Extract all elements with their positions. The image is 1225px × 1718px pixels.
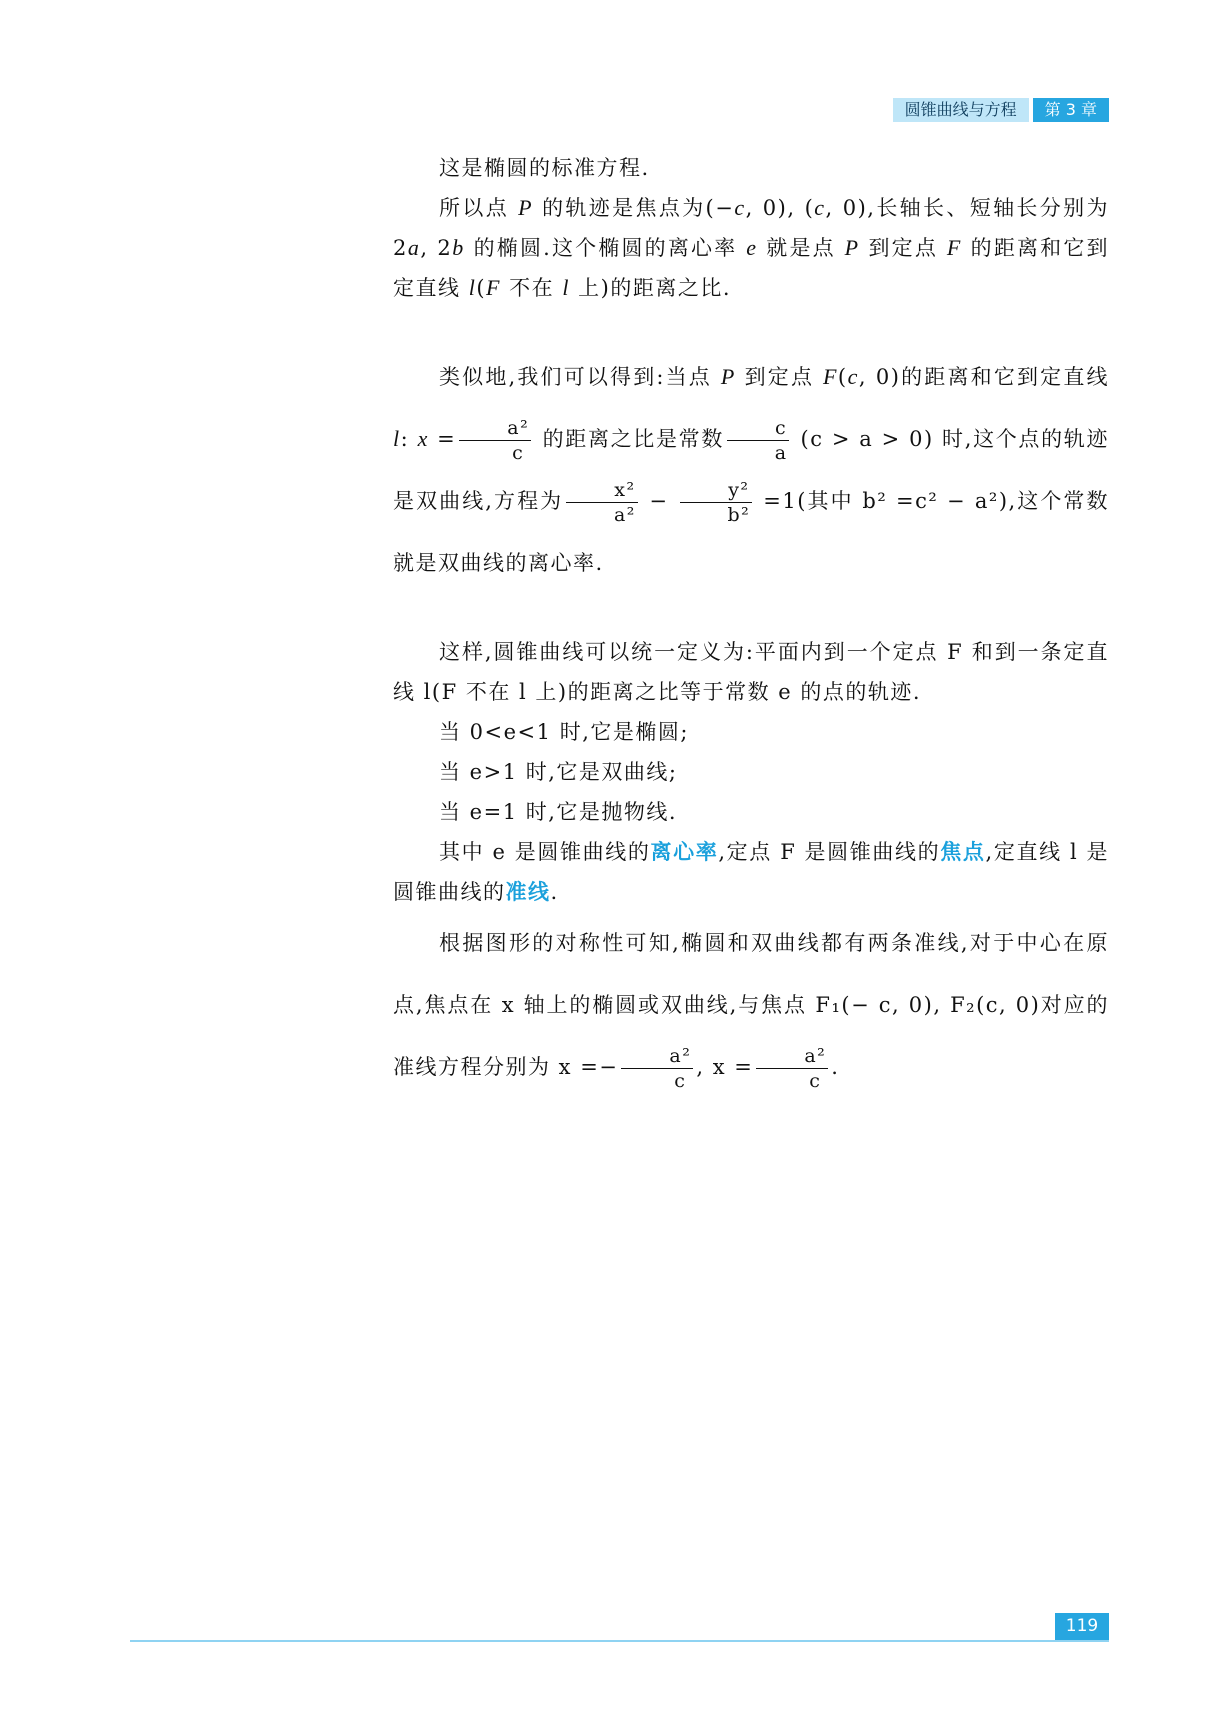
term-eccentricity: 离心率 [650, 840, 719, 864]
fraction-x2-over-a2: $\frac{\text{x²}}{\text{a²}}$ [566, 481, 637, 525]
paragraph-ellipse-eccentricity: 所以点 P 的轨迹是焦点为(−c, 0), (c, 0),长轴长、短轴长分别为 2a, 2b 的椭圆.这个椭圆的离心率 e 就是点 P 到定点 F 的距离和它到定直线 l(F 不在 l 上)的距离之比. [393, 195, 1109, 300]
term-focus: 焦点 [940, 840, 986, 864]
fraction-pos-a2-over-c: $\frac{\text{a²}}{c}$ [756, 1047, 828, 1091]
paragraph-standard-equation: 这是椭圆的标准方程. [439, 156, 650, 180]
page-number: 119 [1055, 1613, 1109, 1640]
case-hyperbola: 当 e>1 时,它是双曲线; [439, 760, 678, 784]
paragraph-directrix-equations: 根据图形的对称性可知,椭圆和双曲线都有两条准线,对于中心在原点,焦点在 x 轴上的椭圆或双曲线,与焦点 F₁(− c, 0), F₂(c, 0)对应的准线方程分别为 x =− $\frac{\text{a²}}{c}$ , x = $\frac{\text{a²}}{c}$ . [393, 931, 1109, 1092]
paragraph-hyperbola: 类似地,我们可以得到:当点 P 到定点 F(c, 0)的距离和它到定直线 l: x = $\frac{\text{a²}}{c}$ 的距离之比是常数 $\frac{c}{a}$ (c > a > 0) 时,这个点的轨迹是双曲线,方程为 $\frac{\text{x²}}{\text{a²}}$ − $\frac{\text{y²}}{\text{b²}}$ =1(其中 b² =c² − a²),这个常数就是双曲线的离心率. [393, 364, 1109, 575]
fraction-c-over-a: $\frac{c}{a}$ [727, 419, 789, 463]
case-parabola: 当 e=1 时,它是抛物线. [439, 800, 678, 824]
fraction-y2-over-b2: $\frac{\text{y²}}{\text{b²}}$ [680, 481, 751, 525]
fraction-neg-a2-over-c: $\frac{\text{a²}}{c}$ [621, 1047, 693, 1091]
paragraph-unified-definition: 这样,圆锥曲线可以统一定义为:平面内到一个定点 F 和到一条定直线 l(F 不在 l 上)的距离之比等于常数 e 的点的轨迹. [393, 640, 1109, 704]
footer-rule [130, 1640, 1109, 1642]
page-body [393, 148, 1109, 1098]
chapter-label: 第 3 章 [1033, 98, 1109, 122]
fraction-a2-over-c: $\frac{\text{a²}}{c}$ [459, 419, 531, 463]
term-directrix: 准线 [505, 880, 551, 904]
case-ellipse: 当 0<e<1 时,它是椭圆; [439, 720, 689, 744]
book-title: 圆锥曲线与方程 [893, 98, 1029, 122]
paragraph-terms: 其中 e 是圆锥曲线的离心率,定点 F 是圆锥曲线的焦点,定直线 l 是圆锥曲线的准线. [393, 840, 1110, 904]
running-header [893, 98, 1109, 122]
